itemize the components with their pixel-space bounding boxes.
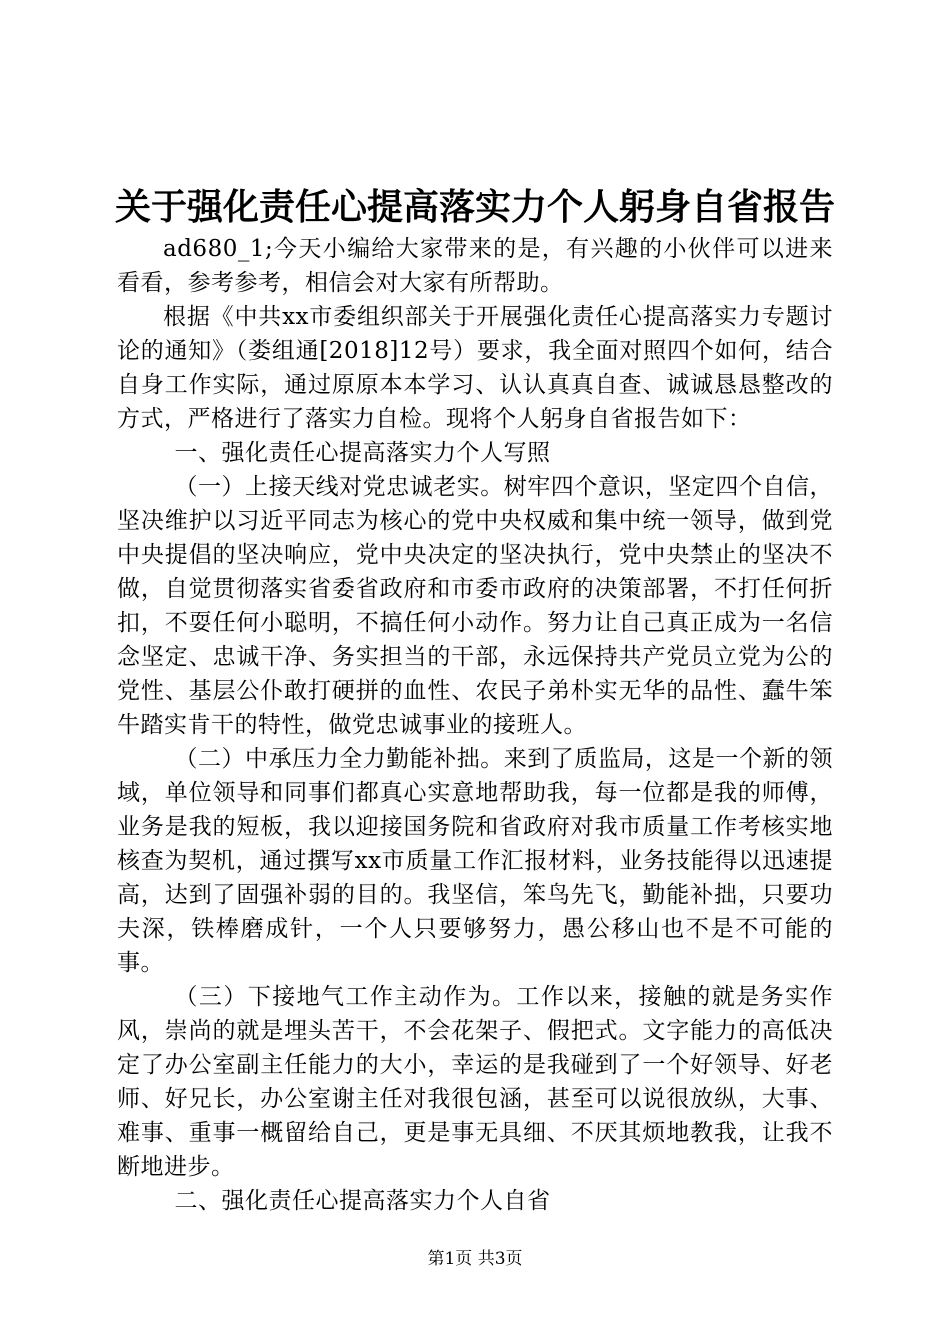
- page-footer: 第1页 共3页: [427, 1249, 523, 1269]
- section-heading-2: 二、强化责任心提高落实力个人自省: [174, 1188, 551, 1214]
- section-heading-1: 一、强化责任心提高落实力个人写照: [174, 440, 551, 466]
- basis-paragraph: 根据《中共xx市委组织部关于开展强化责任心提高落实力专题讨论的通知》（娄组通[2018]12号）要求，我全面对照四个如何，结合自身工作实际，通过原原本本学习、认认真真自查、诚诚恳恳整改的方式，严格进行了落实力自检。现将个人躬身自省报告如下：: [117, 304, 833, 432]
- document-title: 关于强化责任心提高落实力个人躬身自省报告: [114, 186, 835, 228]
- subsection-paragraph-1: （一）上接天线对党忠诚老实。树牢四个意识，坚定四个自信，坚决维护以习近平同志为核心的党中央权威和集中统一领导，做到党中央提倡的坚决响应，党中央决定的坚决执行，党中央禁止的坚决不做，自觉贯彻落实省委省政府和市委市政府的决策部署，不打任何折扣，不耍任何小聪明，不搞任何小动作。努力让自己真正成为一名信念坚定、忠诚干净、务实担当的干部，永远保持共产党员立党为公的党性、基层公仆敢打硬拼的血性、农民子弟朴实无华的品性、蠢牛笨牛踏实肯干的特性，做党忠诚事业的接班人。: [117, 474, 833, 738]
- subsection-paragraph-2: （二）中承压力全力勤能补拙。来到了质监局，这是一个新的领域，单位领导和同事们都真心实意地帮助我，每一位都是我的师傅，业务是我的短板，我以迎接国务院和省政府对我市质量工作考核实地核查为契机，通过撰写xx市质量工作汇报材料，业务技能得以迅速提高，达到了固强补弱的目的。我坚信，笨鸟先飞，勤能补拙，只要功夫深，铁棒磨成针，一个人只要够努力，愚公移山也不是不可能的事。: [117, 746, 833, 976]
- subsection-paragraph-3: （三）下接地气工作主动作为。工作以来，接触的就是务实作风，崇尚的就是埋头苦干，不会花架子、假把式。文字能力的高低决定了办公室副主任能力的大小，幸运的是我碰到了一个好领导、好老师、好兄长，办公室谢主任对我很包涵，甚至可以说很放纵，大事、难事、重事一概留给自己，更是事无具细、不厌其烦地教我，让我不断地进步。: [117, 984, 833, 1180]
- document-body: [117, 232, 833, 1218]
- intro-paragraph: ad680_1;今天小编给大家带来的是，有兴趣的小伙伴可以进来看看，参考参考，相信会对大家有所帮助。: [117, 236, 833, 296]
